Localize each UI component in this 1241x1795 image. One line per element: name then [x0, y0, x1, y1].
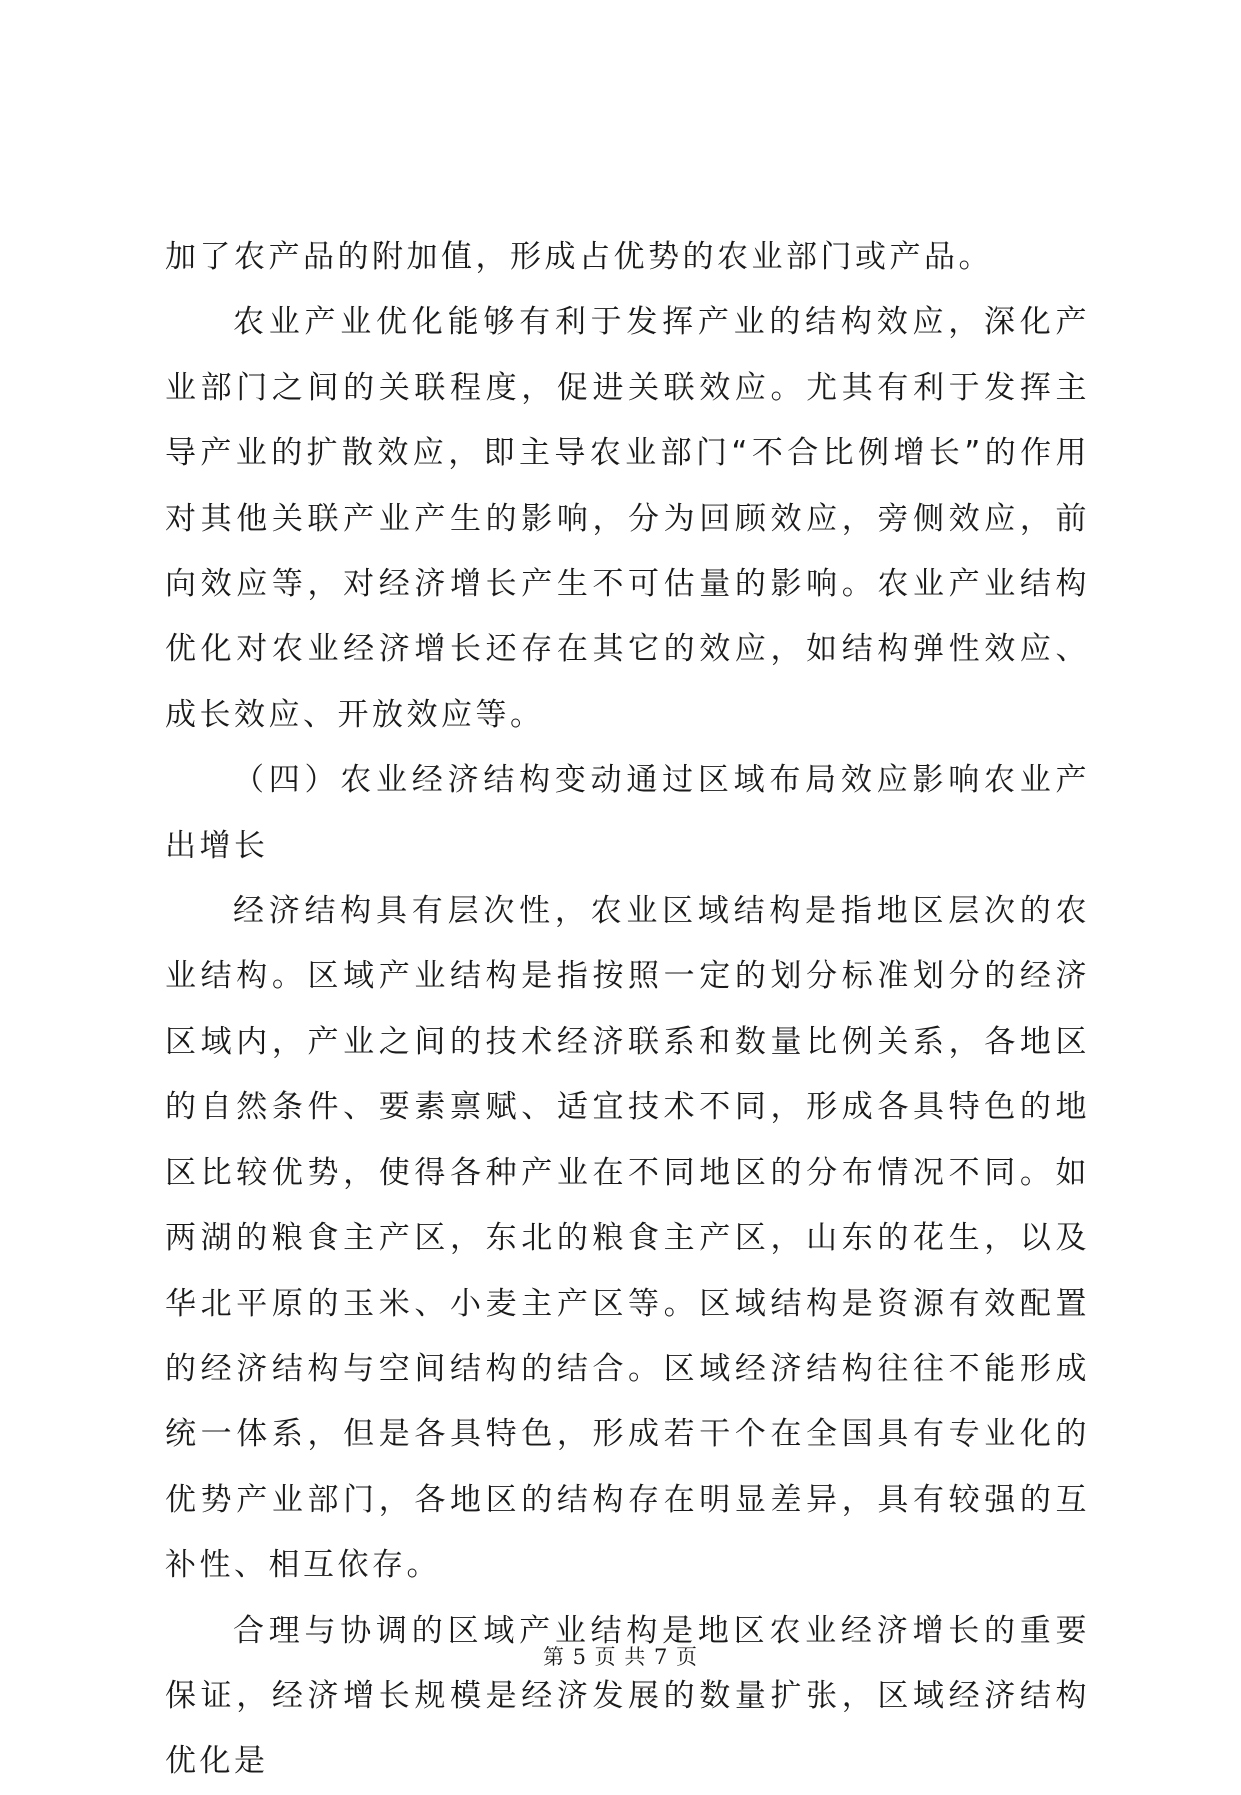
section-heading: （四）农业经济结构变动通过区域布局效应影响农业产出增长 — [165, 762, 1090, 864]
page-number-footer: 第 5 页 共 7 页 — [542, 1645, 699, 1669]
paragraph-structure-effect: 农业产业优化能够有利于发挥产业的结构效应，深化产业部门之间的关联程度，促进关联效应。尤其有利于发挥主导产业的扩散效应，即主导农业部门“不合比例增长”的作用对其他关联产业产生的影响，分为回顾效应，旁侧效应，前向效应等，对经济增长产生不可估量的影响。农业产业结构优化对农业经济增长还存在其它的效应，如结构弹性效应、成长效应、开放效应等。 — [165, 304, 1090, 733]
paragraph-continuation: 加了农产品的附加值，形成占优势的农业部门或产品。 — [165, 239, 993, 275]
paragraph-regional-structure: 经济结构具有层次性，农业区域结构是指地区层次的农业结构。区域产业结构是指按照一定的划分标准划分的经济区域内，产业之间的技术经济联系和数量比例关系，各地区的自然条件、要素禀赋、适宜技术不同，形成各具特色的地区比较优势，使得各种产业在不同地区的分布情况不同。如两湖的粮食主产区，东北的粮食主产区，山东的花生，以及华北平原的玉米、小麦主产区等。区域结构是资源有效配置的经济结构与空间结构的结合。区域经济结构往往不能形成统一体系，但是各具特色，形成若干个在全国具有专业化的优势产业部门，各地区的结构存在明显差异，具有较强的互补性、相互依存。 — [165, 893, 1090, 1584]
paragraph-regional-coordination: 合理与协调的区域产业结构是地区农业经济增长的重要保证，经济增长规模是经济发展的数量扩张，区域经济结构优化是 — [165, 1612, 1090, 1780]
body-text — [165, 225, 1090, 1795]
